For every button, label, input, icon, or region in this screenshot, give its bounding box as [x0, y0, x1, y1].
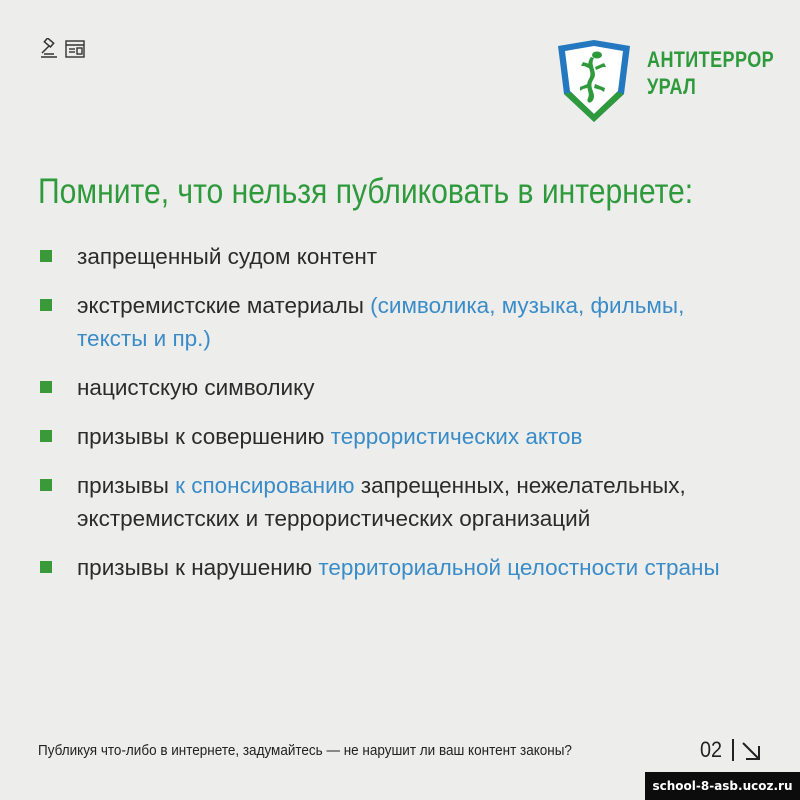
gavel-icon	[38, 38, 60, 60]
list-item-text	[77, 469, 760, 535]
arrow-down-right-icon	[740, 740, 762, 762]
plain-text: нацистскую символику	[77, 375, 315, 400]
highlighted-text: (символика, музыка, фильмы, тексты и пр.)	[77, 293, 685, 351]
logo	[553, 38, 800, 124]
plain-text: экстремистские материалы	[77, 293, 371, 318]
top-icons	[38, 38, 86, 60]
plain-text: призывы	[77, 473, 176, 498]
list-item	[40, 289, 760, 355]
highlighted-text: террористических актов	[330, 424, 583, 449]
logo-line1: АНТИТЕРРОР	[647, 47, 775, 72]
logo-text	[647, 46, 774, 100]
page-separator	[732, 739, 734, 761]
list-item	[40, 240, 760, 273]
bullet-square	[40, 381, 52, 393]
list-item	[40, 551, 760, 584]
highlighted-text: территориальной целостности страны	[318, 555, 720, 580]
bullet-square	[40, 250, 52, 262]
footer-text: Публикуя что-либо в интернете, задумайтесь — не нарушит ли ваш контент законы?	[38, 742, 572, 759]
plain-text: призывы к совершению	[77, 424, 331, 449]
plain-text: призывы к нарушению	[77, 555, 319, 580]
list-item	[40, 469, 760, 535]
watermark: school-8-asb.ucoz.ru	[645, 772, 800, 800]
list-item	[40, 371, 760, 404]
plain-text: запрещенных, нежелательных, экстремистских и террористических организаций	[77, 473, 686, 531]
list-item-text	[77, 420, 583, 453]
bullet-square	[40, 430, 52, 442]
plain-text: запрещенный судом контент	[77, 244, 378, 269]
web-page-icon	[64, 38, 86, 60]
list-item	[40, 420, 760, 453]
bullet-square	[40, 561, 52, 573]
bullet-square	[40, 479, 52, 491]
highlighted-text: к спонсированию	[175, 473, 355, 498]
lizard-shield-icon	[553, 38, 635, 124]
headline: Помните, что нельзя публиковать в интернете:	[38, 172, 694, 211]
prohibited-list	[40, 240, 760, 600]
list-item-text	[77, 551, 720, 584]
bullet-square	[40, 299, 52, 311]
list-item-text	[77, 240, 377, 273]
logo-line2: УРАЛ	[647, 74, 697, 99]
list-item-text	[77, 371, 314, 404]
list-item-text	[77, 289, 760, 355]
page-number: 02	[700, 737, 723, 762]
